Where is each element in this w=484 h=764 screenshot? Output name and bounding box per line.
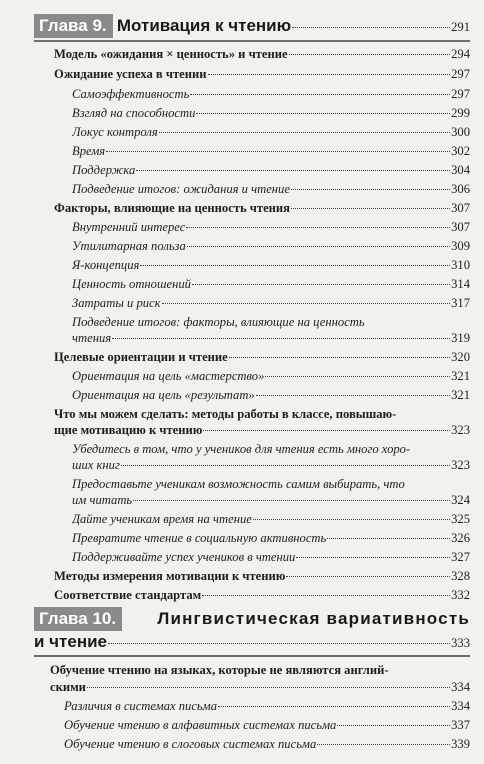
toc-entry[interactable]: скими 334: [50, 680, 470, 694]
toc-entry[interactable]: Обучение чтению в алфавитных системах письма 337: [64, 718, 470, 732]
toc-entry[interactable]: Утилитарная польза 309: [72, 239, 470, 253]
toc-entry[interactable]: Я-концепция 310: [72, 258, 470, 272]
chapter-10-page: 333: [451, 636, 470, 650]
toc-entry[interactable]: Ориентация на цель «мастерство» 321: [72, 369, 470, 383]
chapter-9-badge: Глава 9.: [34, 14, 113, 38]
toc-entry[interactable]: Обучение чтению в слоговых системах письма 339: [64, 737, 470, 751]
toc-entry-line[interactable]: Что мы можем сделать: методы работы в классе, повышаю-: [54, 407, 397, 421]
chapter-10-line1: [34, 607, 470, 631]
toc-entry[interactable]: Целевые ориентации и чтение 320: [54, 350, 470, 364]
toc-entry[interactable]: щие мотивацию к чтению 323: [54, 423, 470, 437]
chapter-9-title: Мотивация к чтению: [116, 16, 292, 35]
toc-entry[interactable]: Локус контроля 300: [72, 125, 470, 139]
toc-entry[interactable]: Методы измерения мотивации к чтению 328: [54, 569, 470, 583]
toc-entry[interactable]: Поддерживайте успех учеников в чтении 327: [72, 550, 470, 564]
chapter-9-rule: [34, 40, 470, 42]
toc-entry[interactable]: Затраты и риск 317: [72, 296, 470, 310]
toc-entry[interactable]: ших книг 323: [72, 458, 470, 472]
toc-entry-line[interactable]: Убедитесь в том, что у учеников для чтения есть много хоро-: [72, 442, 411, 456]
toc-entry-line[interactable]: Подведение итогов: факторы, влияющие на ценность: [72, 315, 365, 329]
chapter-9-page: 291: [451, 20, 470, 34]
toc-entry[interactable]: Факторы, влияющие на ценность чтения 307: [54, 201, 470, 215]
chapter-10-title: Лингвистическая вариативность: [157, 609, 470, 628]
toc-entry[interactable]: Самоэффективность 297: [72, 87, 470, 101]
toc-entry[interactable]: Различия в системах письма 334: [64, 699, 470, 713]
toc-entry[interactable]: Соответствие стандартам 332: [54, 588, 470, 602]
toc-entry-line[interactable]: Обучение чтению на языках, которые не являются англий-: [50, 663, 389, 677]
toc-entry[interactable]: Подведение итогов: ожидания и чтение 306: [72, 182, 470, 196]
chapter-10-line2: и чтение 333: [34, 631, 470, 654]
toc-entry[interactable]: им читать 324: [72, 493, 470, 507]
toc-entry[interactable]: чтения 319: [72, 331, 470, 345]
toc-entry[interactable]: Ориентация на цель «результат» 321: [72, 388, 470, 402]
chapter-9-heading[interactable]: [34, 14, 470, 39]
toc-entry[interactable]: Поддержка 304: [72, 163, 470, 177]
toc-entry[interactable]: Ожидание успеха в чтении 297: [54, 67, 470, 81]
toc-entry[interactable]: Внутренний интерес 307: [72, 220, 470, 234]
toc-entry[interactable]: Взгляд на способности 299: [72, 106, 470, 120]
toc-entry[interactable]: Модель «ожидания × ценность» и чтение 294: [54, 47, 470, 61]
toc-entry[interactable]: Ценность отношений 314: [72, 277, 470, 291]
dot-leader: [292, 27, 450, 28]
toc-entry[interactable]: Превратите чтение в социальную активность 326: [72, 531, 470, 545]
toc-entry[interactable]: Дайте ученикам время на чтение 325: [72, 512, 470, 526]
toc-entry[interactable]: Время 302: [72, 144, 470, 158]
chapter-10-heading[interactable]: [34, 607, 470, 654]
chapter-10-badge: Глава 10.: [34, 607, 122, 631]
toc-entry-line[interactable]: Предоставьте ученикам возможность самим выбирать, что: [72, 477, 405, 491]
chapter-10-rule: [34, 655, 470, 657]
